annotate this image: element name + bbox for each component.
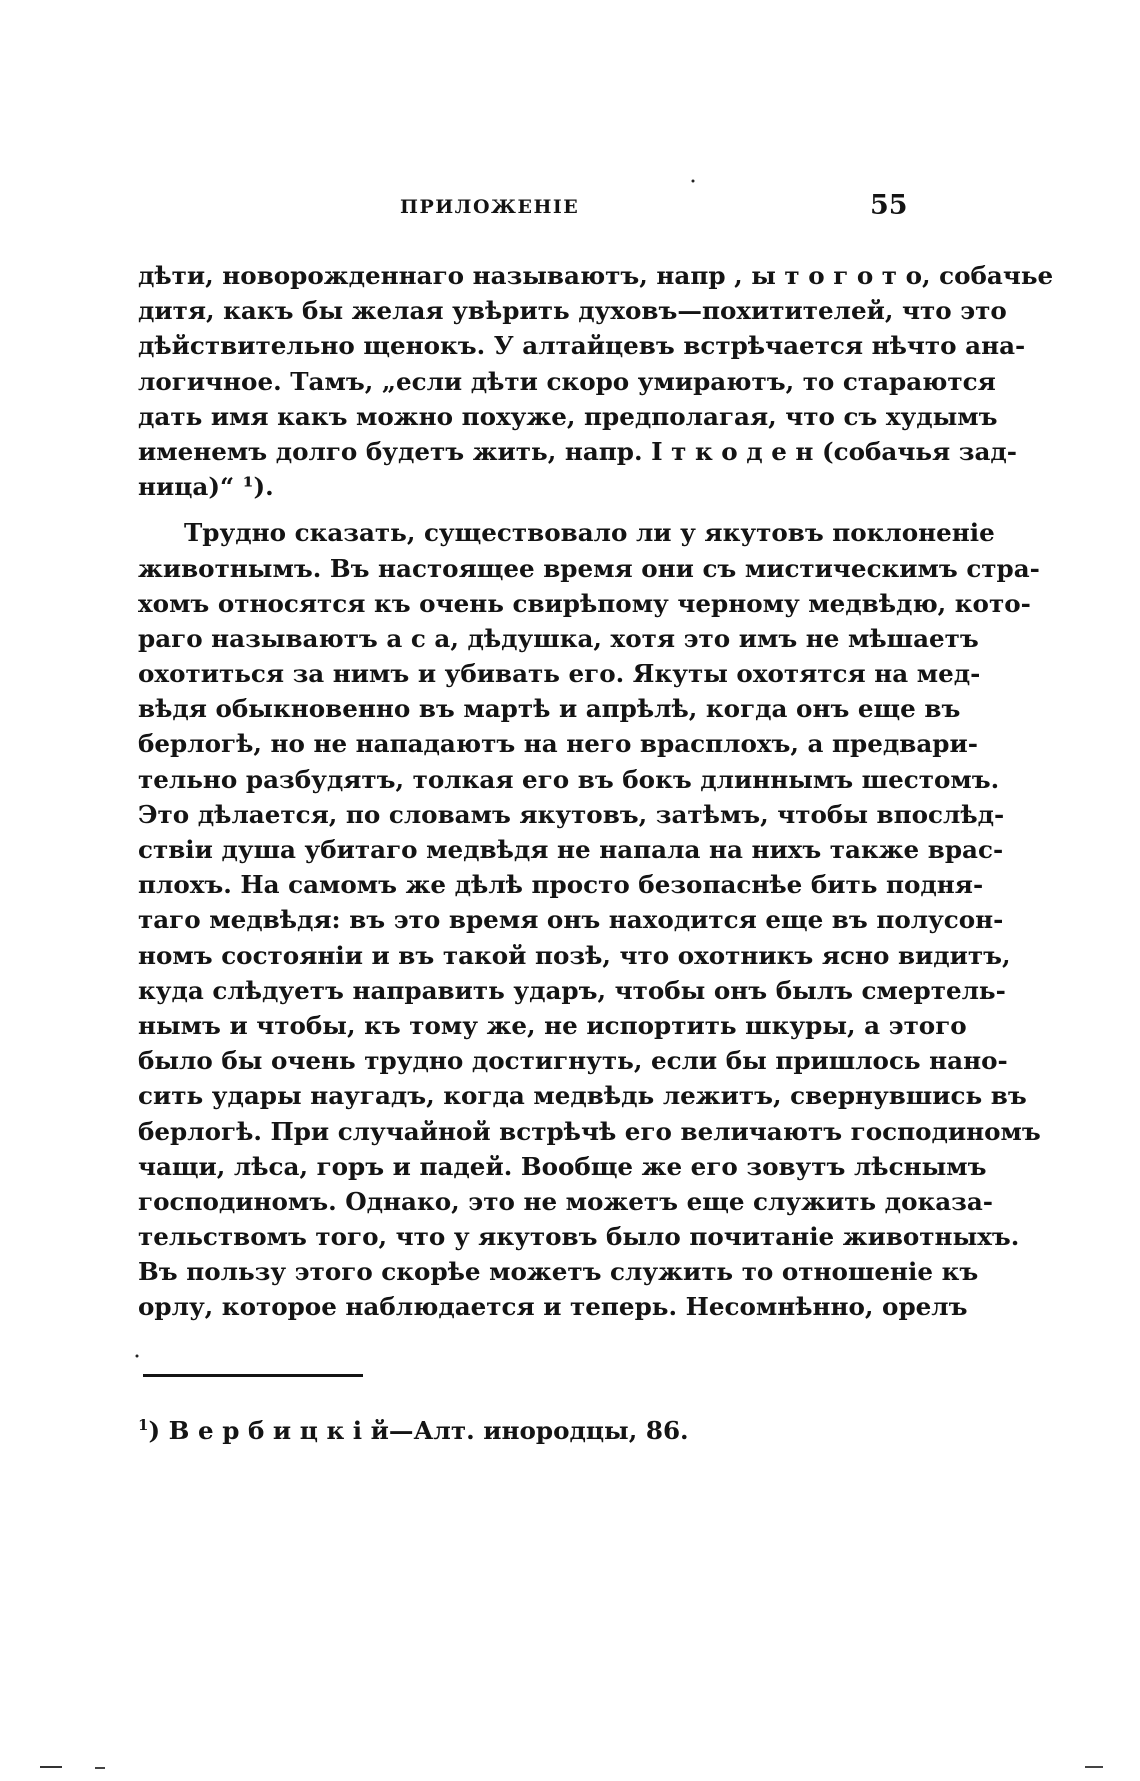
text-line: раго называютъ а с а, дѣдушка, хотя это имъ не мѣшаетъ <box>138 623 979 653</box>
text-line: господиномъ. Однако, это не можетъ еще служить доказа- <box>138 1186 994 1216</box>
text-line: орлу, которое наблюдается и теперь. Несомнѣнно, орелъ <box>138 1292 968 1322</box>
text-line: нымъ и чтобы, къ тому же, не испортить шкуры, а этого <box>138 1010 967 1040</box>
text-line: хомъ относятся къ очень свирѣпому черному медвѣдю, кото- <box>138 588 1031 618</box>
text-line: Это дѣлается, по словамъ якутовъ, затѣмъ, чтобы впослѣд- <box>138 799 1005 829</box>
text-line: дѣти, новорожденнаго называютъ, напр , ы т о г о т о, собачье <box>138 261 1054 290</box>
scan-speck <box>95 1767 105 1769</box>
scan-speck <box>692 180 695 183</box>
text-line: чащи, лѣса, горъ и падей. Вообще же его зовутъ лѣснымъ <box>138 1151 987 1181</box>
paragraph-gap <box>138 504 877 515</box>
text-line: номъ состояніи и въ такой позѣ, что охотникъ ясно видитъ, <box>138 940 1011 970</box>
text-line: куда слѣдуетъ направить ударъ, чтобы онъ былъ смертель- <box>138 975 1006 1005</box>
text-line: дитя, какъ бы желая увѣрить духовъ—похитителей, что это <box>138 296 1007 326</box>
scan-speck <box>136 1355 139 1358</box>
running-title: ПРИЛОЖЕНІЕ <box>400 196 580 218</box>
text-line: ствіи душа убитаго медвѣдя не напала на нихъ также врас- <box>138 835 1004 864</box>
footnote-text: ) В е р б и ц к і й—Алт. инородцы, 86. <box>148 1416 689 1445</box>
scan-speck <box>1085 1766 1103 1768</box>
text-line: логичное. Тамъ, „если дѣти скоро умираютъ, то стараются <box>138 366 996 396</box>
footnote-rule <box>143 1374 363 1377</box>
text-line: охотиться за нимъ и убивать его. Якуты охотятся на мед- <box>138 659 981 689</box>
text-line: Трудно сказать, существовало ли у якутовъ поклоненіе <box>184 518 995 548</box>
running-header <box>0 190 1140 226</box>
text-line: берлогѣ. При случайной встрѣчѣ его величаютъ господиномъ <box>138 1116 1041 1146</box>
text-line: именемъ долго будетъ жить, напр. І т к о д е н (собачья зад- <box>138 436 1017 466</box>
text-line: дѣйствительно щенокъ. У алтайцевъ встрѣчается нѣчто ана- <box>138 331 1026 361</box>
text-line: тельно разбудятъ, толкая его въ бокъ длиннымъ шестомъ. <box>138 764 1000 794</box>
text-line: тельствомъ того, что у якутовъ было почитаніе животныхъ. <box>138 1222 1020 1252</box>
page-number: 55 <box>870 190 908 221</box>
text-line: Въ пользу этого скорѣе можетъ служить то отношеніе къ <box>138 1257 979 1287</box>
text-line: животнымъ. Въ настоящее время они съ мистическимъ стра- <box>138 553 1040 583</box>
main-text <box>138 258 1054 1325</box>
scan-speck <box>40 1766 62 1768</box>
text-line: дать имя какъ можно похуже, предполагая, что съ худымъ <box>138 401 998 431</box>
text-line: плохъ. На самомъ же дѣлѣ просто безопаснѣе бить подня- <box>138 870 984 900</box>
text-line: вѣдя обыкновенно въ мартѣ и апрѣлѣ, когда онъ еще въ <box>138 694 961 724</box>
text-line: таго медвѣдя: въ это время онъ находится еще въ полусон- <box>138 905 1004 935</box>
footnote-marker: 1 <box>138 1416 149 1434</box>
text-line: берлогѣ, но не нападаютъ на него врасплохъ, а предвари- <box>138 729 978 759</box>
footnote <box>138 1416 689 1445</box>
text-line: ница)“ ¹). <box>138 472 274 502</box>
paragraph-1 <box>138 258 1054 504</box>
paragraph-2 <box>138 515 1041 1324</box>
text-line: было бы очень трудно достигнуть, если бы пришлось нано- <box>138 1046 1008 1076</box>
text-line: сить удары наугадъ, когда медвѣдь лежитъ, свернувшись въ <box>138 1081 1027 1111</box>
